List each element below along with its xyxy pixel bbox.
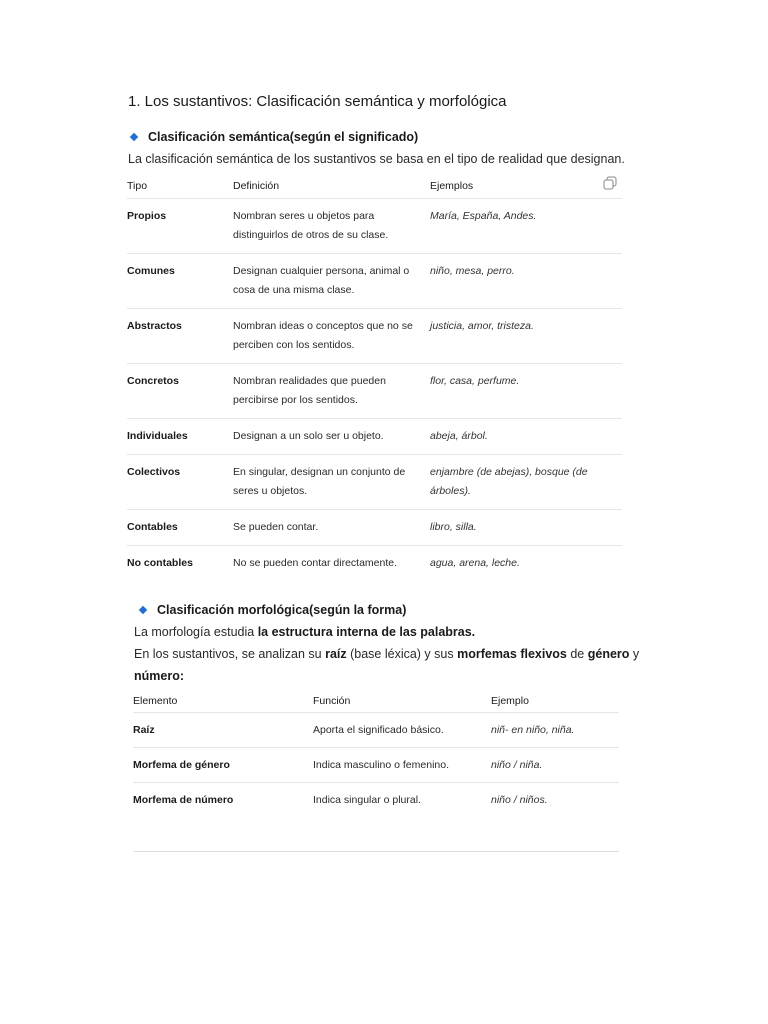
text-span: En los sustantivos, se analizan su <box>134 647 326 661</box>
table-row <box>127 510 622 546</box>
column-header-funcion: Función <box>313 695 351 707</box>
text-span: La morfología estudia <box>134 625 258 639</box>
diamond-bullet-icon <box>130 133 138 141</box>
semantic-table <box>127 174 622 582</box>
cell-funcion: Indica singular o plural. <box>313 794 421 806</box>
table-row <box>133 713 619 748</box>
semantic-heading <box>128 130 418 144</box>
cell-funcion: Indica masculino o femenino. <box>313 759 449 771</box>
cell-definicion: Nombran realidades que pueden percibirse por los sentidos. <box>233 375 386 406</box>
cell-definicion: Se pueden contar. <box>233 521 319 533</box>
cell-ejemplos: justicia, amor, tristeza. <box>430 320 534 332</box>
table-row <box>127 309 622 364</box>
cell-elemento: Morfema de género <box>133 759 230 771</box>
column-header-ejemplos: Ejemplos <box>430 180 474 192</box>
page-title: 1. Los sustantivos: Clasificación semántica y morfológica <box>128 93 507 110</box>
morphological-heading <box>128 603 406 617</box>
table-row <box>133 748 619 783</box>
cell-definicion: Designan cualquier persona, animal o cosa de una misma clase. <box>233 265 410 296</box>
column-header-elemento: Elemento <box>133 695 178 707</box>
column-header-definicion: Definición <box>233 180 280 192</box>
text-bold: morfemas flexivos <box>457 647 567 661</box>
morphological-line-2 <box>134 643 639 665</box>
cell-definicion: Nombran ideas o conceptos que no se perciben con los sentidos. <box>233 320 413 351</box>
morphological-heading-title: Clasificación morfológica <box>157 603 310 617</box>
cell-ejemplos: flor, casa, perfume. <box>430 375 520 387</box>
morphological-table <box>133 690 619 818</box>
table-row <box>127 199 622 254</box>
diamond-bullet-icon <box>139 606 147 614</box>
cell-ejemplo: niño / niños. <box>491 794 548 806</box>
semantic-heading-title: Clasificación semántica <box>148 130 290 144</box>
text-bold: género <box>587 647 630 661</box>
cell-ejemplo: niñ- en niño, niña. <box>491 724 575 736</box>
text-bold: número: <box>134 669 184 683</box>
text-bold: la estructura interna de las palabras. <box>257 625 476 639</box>
cell-tipo: Contables <box>127 521 178 533</box>
cell-elemento: Raíz <box>133 724 155 736</box>
cell-tipo: Abstractos <box>127 320 182 332</box>
cell-tipo: Individuales <box>127 430 188 442</box>
table-row <box>127 254 622 309</box>
cell-elemento: Morfema de número <box>133 794 234 806</box>
cell-tipo: Concretos <box>127 375 179 387</box>
morphological-line-1 <box>134 621 475 643</box>
cell-ejemplos: libro, silla. <box>430 521 477 533</box>
table-row <box>133 783 619 818</box>
morphological-heading-subtitle: (según la forma) <box>309 603 407 617</box>
cell-ejemplos: niño, mesa, perro. <box>430 265 515 277</box>
semantic-intro: La clasificación semántica de los sustantivos se basa en el tipo de realidad que designan. <box>128 152 625 166</box>
column-header-ejemplo: Ejemplo <box>491 695 529 707</box>
cell-ejemplos: abeja, árbol. <box>430 430 488 442</box>
cell-definicion: Designan a un solo ser u objeto. <box>233 430 384 442</box>
column-header-tipo: Tipo <box>127 180 148 192</box>
cell-tipo: Propios <box>127 210 167 222</box>
cell-ejemplos: enjambre (de abejas), bosque (de árboles). <box>430 466 588 497</box>
text-span: y <box>629 647 640 661</box>
cell-definicion: Nombran seres u objetos para distinguirlos de otros de su clase. <box>233 210 389 241</box>
cell-ejemplos: María, España, Andes. <box>430 210 537 222</box>
table-row <box>127 364 622 419</box>
table-row <box>127 546 622 582</box>
morphological-line-3 <box>134 665 184 687</box>
text-span: (base léxica) y sus <box>346 647 458 661</box>
cell-definicion: En singular, designan un conjunto de seres u objetos. <box>233 466 406 497</box>
divider <box>134 851 619 852</box>
cell-tipo: Comunes <box>127 265 175 277</box>
table-row <box>127 419 622 455</box>
table-header-row <box>133 690 619 713</box>
text-span: de <box>566 647 588 661</box>
table-row <box>127 455 622 510</box>
cell-ejemplo: niño / niña. <box>491 759 543 771</box>
cell-funcion: Aporta el significado básico. <box>313 724 444 736</box>
cell-definicion: No se pueden contar directamente. <box>233 557 398 569</box>
semantic-heading-subtitle: (según el significado) <box>289 130 419 144</box>
cell-tipo: Colectivos <box>127 466 181 478</box>
cell-tipo: No contables <box>127 557 193 569</box>
cell-ejemplos: agua, arena, leche. <box>430 557 520 569</box>
text-bold: raíz <box>325 647 347 661</box>
table-header-row <box>127 174 622 199</box>
